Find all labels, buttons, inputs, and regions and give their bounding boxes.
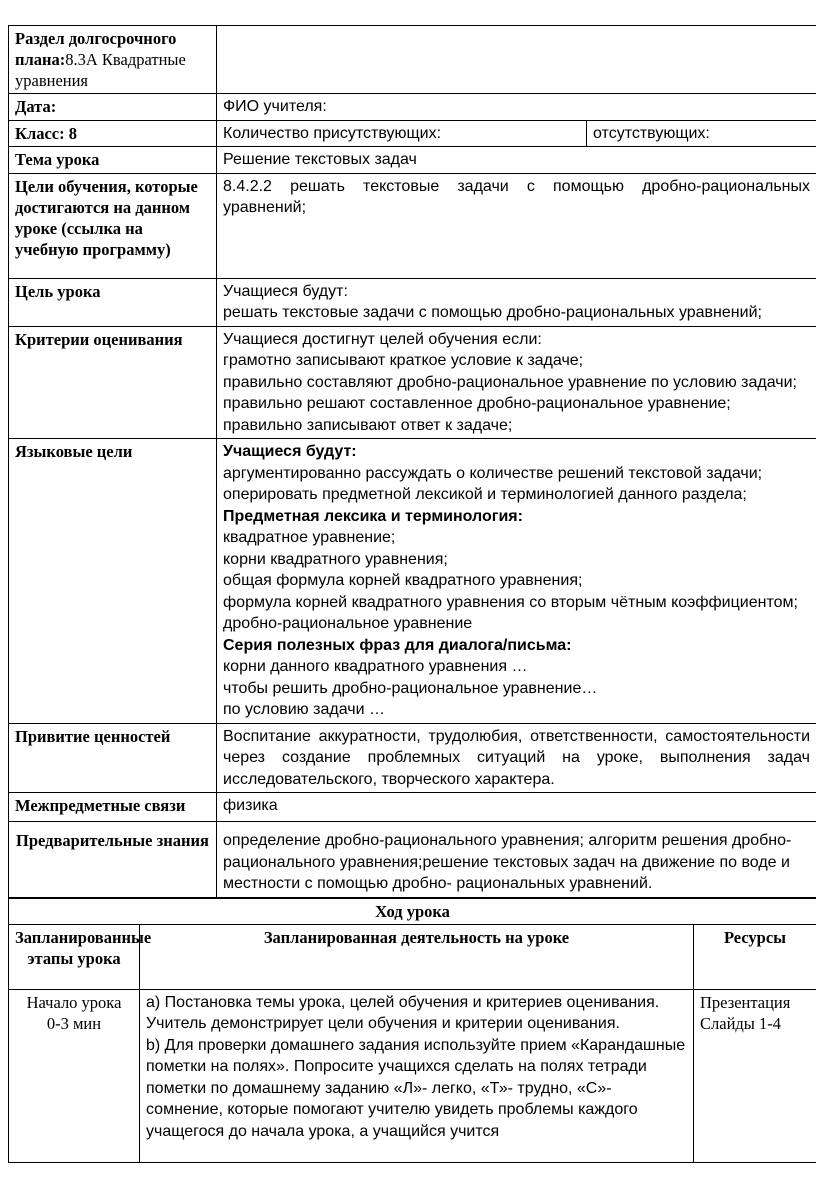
goal-value bbox=[217, 278, 816, 326]
language-heading: Предметная лексика и терминология: bbox=[223, 507, 523, 525]
resources-cell bbox=[694, 989, 816, 1162]
class-row bbox=[9, 120, 816, 147]
date-label: Дата: bbox=[9, 94, 217, 121]
criteria-label: Критерии оценивания bbox=[9, 326, 217, 439]
language-line: дробно-рациональное уравнение bbox=[223, 615, 473, 632]
values-value: Воспитание аккуратности, трудолюбия, ответственности, самостоятельности через создание проблемных ситуаций на уроке, выполнения задач исследовательского, творческого характера. bbox=[217, 723, 816, 793]
absent-label: отсутствующих: bbox=[587, 120, 816, 147]
values-row bbox=[9, 723, 816, 793]
interdisc-value: физика bbox=[217, 793, 816, 822]
stage-line: 0-3 мин bbox=[46, 1013, 102, 1033]
lesson-title: Ход урока bbox=[9, 898, 816, 924]
topic-row bbox=[9, 147, 816, 174]
activity-cell bbox=[140, 989, 694, 1162]
criteria-line: правильно решают составленное дробно-рациональное уравнение; bbox=[223, 395, 731, 412]
language-heading: Учащиеся будут: bbox=[223, 443, 357, 460]
language-heading: Серия полезных фраз для диалога/письма: bbox=[223, 636, 572, 654]
stage-line: Начало урока bbox=[26, 992, 122, 1012]
language-line: корни квадратного уравнения; bbox=[223, 550, 448, 568]
language-line: квадратное уравнение; bbox=[223, 529, 396, 546]
goal-label: Цель урока bbox=[9, 278, 217, 326]
interdisc-label: Межпредметные связи bbox=[9, 793, 217, 822]
lesson-row bbox=[9, 989, 816, 1162]
activity-line: b) Для проверки домашнего задания используйте прием «Карандашные пометки на полях». Попросите учащихся сделать на полях тетради пометки по домашнему заданию «Л»- легко, «Т»- трудно, «С»- сомнение, которые помогают учителю увидеть проблемы каждого учащегося до начала урока, а учащийся учится bbox=[146, 1036, 686, 1140]
language-line: корни данного квадратного уравнения … bbox=[223, 658, 528, 675]
section-value: 8.3А Квадратные уравнения bbox=[15, 50, 186, 90]
objectives-label: Цели обучения, которые достигаются на данном уроке (ссылка на учебную программу) bbox=[9, 173, 217, 278]
criteria-line: правильно составляют дробно-рациональное уравнение по условию задачи; bbox=[223, 373, 797, 391]
teacher-label: ФИО учителя: bbox=[217, 94, 816, 121]
stage-cell bbox=[9, 989, 140, 1162]
goal-line: решать текстовые задачи с помощью дробно-рациональных уравнений; bbox=[223, 304, 762, 321]
criteria-line: Учащиеся достигнут целей обучения если: bbox=[223, 330, 542, 348]
lesson-flow-table bbox=[8, 898, 816, 1163]
col-stage-header: Запланированные этапы урока bbox=[9, 924, 140, 989]
criteria-row bbox=[9, 326, 816, 439]
criteria-line: правильно записывают ответ к задаче; bbox=[223, 416, 513, 434]
class-label: Класс: 8 bbox=[9, 120, 217, 147]
section-cell bbox=[9, 26, 217, 94]
language-line: по условию задачи … bbox=[223, 701, 385, 718]
topic-value: Решение текстовых задач bbox=[217, 147, 816, 174]
plan-header-table bbox=[8, 25, 816, 898]
language-line: общая формула корней квадратного уравнения; bbox=[223, 572, 583, 589]
objectives-row bbox=[9, 173, 816, 278]
lesson-title-row bbox=[9, 898, 816, 924]
criteria-line: грамотно записывают краткое условие к задаче; bbox=[223, 352, 584, 369]
activity-line: Учитель демонстрирует цели обучения и критерии оценивания. bbox=[146, 1015, 620, 1032]
date-row bbox=[9, 94, 816, 121]
criteria-value bbox=[217, 326, 816, 439]
topic-label: Тема урока bbox=[9, 147, 217, 174]
goal-row bbox=[9, 278, 816, 326]
activity-line: а) Постановка темы урока, целей обучения и критериев оценивания. bbox=[146, 993, 660, 1011]
goal-line: Учащиеся будут: bbox=[223, 282, 348, 300]
language-line: аргументированно рассуждать о количестве решений текстовой задачи; bbox=[223, 464, 763, 482]
interdisc-row bbox=[9, 793, 816, 822]
prior-label: Предварительные знания bbox=[9, 822, 217, 898]
resource-line: Презентация bbox=[700, 992, 791, 1012]
values-label: Привитие ценностей bbox=[9, 723, 217, 793]
section-label: Раздел долгосрочного плана: bbox=[15, 29, 177, 69]
language-label: Языковые цели bbox=[9, 439, 217, 724]
col-resources-header: Ресурсы bbox=[694, 924, 816, 989]
language-line: чтобы решить дробно-рациональное уравнение… bbox=[223, 679, 598, 697]
language-value bbox=[217, 439, 816, 724]
lesson-header-row bbox=[9, 924, 816, 989]
section-empty-cell bbox=[217, 26, 816, 94]
lesson-plan-document bbox=[8, 25, 816, 1163]
language-line: оперировать предметной лексикой и терминологией данного раздела; bbox=[223, 486, 747, 503]
language-row bbox=[9, 439, 816, 724]
col-activity-header: Запланированная деятельность на уроке bbox=[140, 924, 694, 989]
present-label: Количество присутствующих: bbox=[217, 120, 587, 147]
resource-line: Слайды 1-4 bbox=[700, 1013, 781, 1033]
section-row bbox=[9, 26, 816, 94]
prior-value: определение дробно-рационального уравнения; алгоритм решения дробно-рационального уравнения;решение текстовых задач на движение по воде и местности с помощью дробно- рациональных уравнений. bbox=[217, 822, 816, 898]
objectives-value: 8.4.2.2 решать текстовые задачи с помощью дробно-рациональных уравнений; bbox=[217, 173, 816, 278]
language-line: формула корней квадратного уравнения со вторым чётным коэффициентом; bbox=[223, 593, 798, 611]
prior-row bbox=[9, 822, 816, 898]
